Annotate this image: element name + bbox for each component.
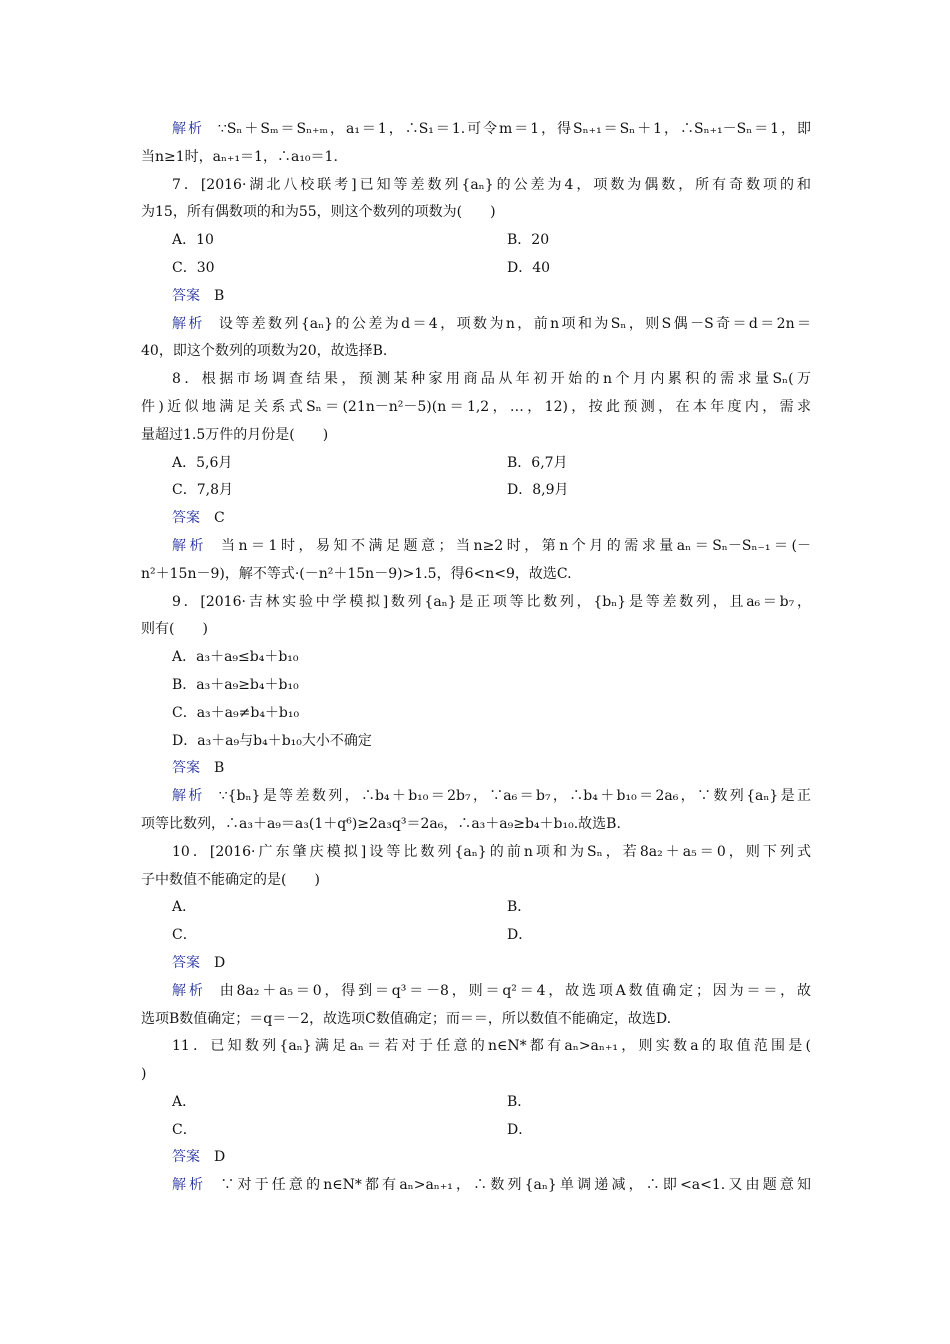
question-text: 11．已知数列{aₙ}满足aₙ＝若对于任意的n∈N*都有aₙ>aₙ₊₁，则实数a的取值范围是( xyxy=(172,1038,811,1055)
question-text: 则有( ) xyxy=(141,621,208,638)
question-8-line xyxy=(141,366,811,394)
option-b: B．6,7月 xyxy=(507,454,568,471)
explanation-label: 解析 xyxy=(172,788,205,805)
option-d xyxy=(141,728,811,756)
explanation-line xyxy=(141,1006,811,1034)
question-9-line xyxy=(141,616,811,644)
explanation-line xyxy=(141,533,811,561)
question-7-line xyxy=(141,172,811,200)
question-10-line xyxy=(141,867,811,895)
option-d: D． xyxy=(507,1121,533,1138)
question-11-line xyxy=(141,1033,811,1061)
question-text: 10．[2016·广东肇庆模拟]设等比数列{aₙ}的前n项和为Sₙ，若8a₂＋a₅＝0，则下列式 xyxy=(172,843,811,860)
question-text: 7．[2016·湖北八校联考]已知等差数列{aₙ}的公差为4，项数为偶数，所有奇数项的和 xyxy=(172,176,811,193)
question-8-line xyxy=(141,422,811,450)
explanation-text: 由8a₂＋a₅＝0，得到＝q³＝－8，则＝q²＝4，故选项A数值确定；因为＝＝，故 xyxy=(219,982,812,999)
explanation-line xyxy=(141,338,811,366)
answer-line xyxy=(141,283,811,311)
options-row xyxy=(141,1089,811,1117)
answer-label: 答案 xyxy=(172,760,200,777)
document-page xyxy=(141,116,811,1200)
answer-label: 答案 xyxy=(172,1149,200,1166)
option-b: B． xyxy=(507,899,532,916)
explanation-line xyxy=(141,144,811,172)
question-9-line xyxy=(141,589,811,617)
explanation-text: 40，即这个数列的项数为20，故选择B. xyxy=(141,343,388,360)
explanation-text: 当n＝1时，易知不满足题意；当n≥2时，第n个月的需求量aₙ＝Sₙ－Sₙ₋₁＝(－ xyxy=(221,537,811,554)
answer-line xyxy=(141,505,811,533)
option-a: A． xyxy=(172,1093,197,1110)
option-text: C．a₃＋a₉≠b₄＋b₁₀ xyxy=(172,704,300,721)
explanation-label: 解析 xyxy=(172,121,204,137)
explanation-line xyxy=(141,978,811,1006)
explanation-line xyxy=(141,783,811,811)
answer-label: 答案 xyxy=(172,287,200,304)
explanation-text: 项等比数列，∴a₃＋a₉＝a₃(1＋q⁶)≥2a₃q³＝2a₆，∴a₃＋a₉≥b₄＋b₁₀.故选B. xyxy=(141,815,621,832)
answer-value: D xyxy=(214,1149,226,1166)
option-text: A．a₃＋a₉≤b₄＋b₁₀ xyxy=(172,649,299,666)
explanation-text: 设等差数列{aₙ}的公差为d＝4，项数为n，前n项和为Sₙ，则S偶－S奇＝d＝2n＝ xyxy=(218,315,811,332)
question-text: 件)近似地满足关系式Sₙ＝(21n－n²－5)(n＝1,2，…，12)，按此预测，在本年度内，需求 xyxy=(141,398,811,415)
option-a xyxy=(141,644,811,672)
explanation-label: 解析 xyxy=(172,537,208,554)
option-b: B．20 xyxy=(507,232,550,249)
option-a: A．10 xyxy=(172,232,214,249)
option-d: D．8,9月 xyxy=(507,482,569,499)
options-row xyxy=(141,894,811,922)
option-text: D．a₃＋a₉与b₄＋b₁₀大小不确定 xyxy=(172,732,372,749)
explanation-label: 解析 xyxy=(172,982,206,999)
option-c: C． xyxy=(172,927,197,944)
question-text: 为15，所有偶数项的和为55，则这个数列的项数为( ) xyxy=(141,204,496,221)
explanation-text: 当n≥1时，aₙ₊₁＝1，∴a₁₀＝1. xyxy=(141,148,338,165)
question-7-line xyxy=(141,199,811,227)
explanation-line xyxy=(141,561,811,589)
option-text: B．a₃＋a₉≥b₄＋b₁₀ xyxy=(172,676,299,693)
option-c: C．7,8月 xyxy=(172,482,233,499)
answer-value: D xyxy=(214,954,226,971)
answer-line xyxy=(141,1144,811,1172)
question-text: ) xyxy=(141,1066,147,1083)
explanation-line xyxy=(141,811,811,839)
answer-value: B xyxy=(214,760,225,777)
question-11-line xyxy=(141,1061,811,1089)
options-row xyxy=(141,227,811,255)
options-row xyxy=(141,1117,811,1145)
answer-label: 答案 xyxy=(172,954,200,971)
explanation-text: n²＋15n－9)，解不等式·(－n²＋15n－9)>1.5，得6<n<9，故选C. xyxy=(141,565,572,582)
question-8-line xyxy=(141,394,811,422)
explanation-line xyxy=(141,311,811,339)
question-text: 量超过1.5万件的月份是( ) xyxy=(141,426,329,443)
answer-value: B xyxy=(214,287,225,304)
options-row xyxy=(141,450,811,478)
option-c xyxy=(141,700,811,728)
explanation-line xyxy=(141,116,811,144)
explanation-label: 解析 xyxy=(172,1177,207,1194)
explanation-text: 选项B数值确定；＝q＝－2，故选项C数值确定；而＝＝，所以数值不能确定，故选D. xyxy=(141,1010,672,1027)
explanation-text: ∵{bₙ}是等差数列，∴b₄＋b₁₀＝2b₇，∵a₆＝b₇，∴b₄＋b₁₀＝2a₆，∵数列{aₙ}是正 xyxy=(218,788,812,805)
question-10-line xyxy=(141,839,811,867)
answer-label: 答案 xyxy=(172,510,200,527)
options-row xyxy=(141,255,811,283)
option-a: A．5,6月 xyxy=(172,454,233,471)
explanation-line xyxy=(141,1172,811,1200)
explanation-label: 解析 xyxy=(172,315,205,332)
answer-line xyxy=(141,950,811,978)
option-b: B． xyxy=(507,1093,532,1110)
answer-line xyxy=(141,755,811,783)
options-row xyxy=(141,922,811,950)
options-row xyxy=(141,477,811,505)
option-a: A． xyxy=(172,899,197,916)
option-c: C． xyxy=(172,1121,197,1138)
question-text: 子中数值不能确定的是( ) xyxy=(141,871,320,888)
answer-value: C xyxy=(214,510,225,527)
question-text: 9．[2016·吉林实验中学模拟]数列{aₙ}是正项等比数列，{bₙ}是等差数列，且a₆＝b₇， xyxy=(172,593,811,610)
question-text: 8．根据市场调查结果，预测某种家用商品从年初开始的n个月内累积的需求量Sₙ(万 xyxy=(172,371,811,388)
option-b xyxy=(141,672,811,700)
option-d: D．40 xyxy=(507,259,551,276)
option-c: C．30 xyxy=(172,259,215,276)
explanation-text: ∵Sₙ＋Sₘ＝Sₙ₊ₘ，a₁＝1，∴S₁＝1.可令m＝1，得Sₙ₊₁＝Sₙ＋1，∴Sₙ₊₁－Sₙ＝1，即 xyxy=(217,121,812,137)
option-d: D． xyxy=(507,927,533,944)
explanation-text: ∵对于任意的n∈N*都有aₙ>aₙ₊₁，∴数列{aₙ}单调递减，∴即<a<1.又由题意知 xyxy=(220,1177,811,1194)
